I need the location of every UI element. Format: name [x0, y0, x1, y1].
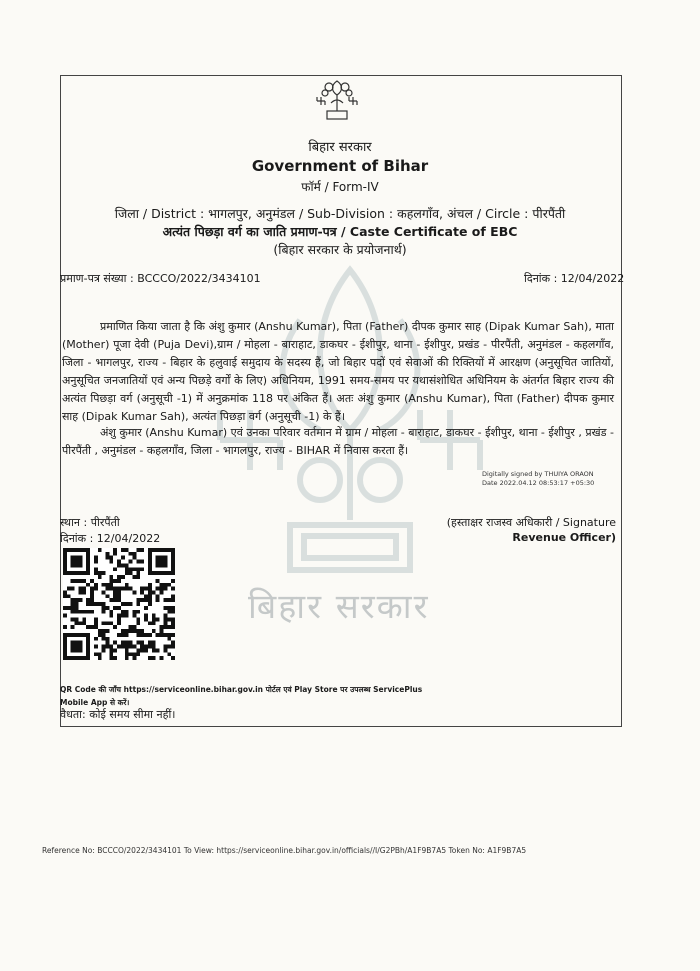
signature-label: (हस्ताक्षर राजस्व अधिकारी / Signature: [446, 516, 616, 529]
qr-code-icon[interactable]: [63, 548, 175, 660]
govt-title-english: Government of Bihar: [251, 157, 429, 175]
digital-signature-date: Date 2022.04.12 08:53:17 +05:30: [482, 479, 595, 487]
issue-place: स्थान : पीरपैंती: [60, 516, 120, 529]
form-number: फॉर्म / Form-IV: [301, 180, 379, 194]
residence-paragraph: अंशु कुमार (Anshu Kumar) एवं उनका परिवार वर्तमान में ग्राम / मोहला - बाराहाट, डाकघर - ईशीपुर, थाना - ईशीपुर , प्रखंड - पीरपैंती , अनुमंडल - कहलगाँव, जिला - भागलपुर, राज्य - BIHAR में निवास करता हैं।: [62, 426, 614, 457]
issue-date: दिनांक : 12/04/2022: [60, 532, 161, 545]
qr-verification-note: QR Code की जाँच https://serviceonline.bihar.gov.in पोर्टल एवं Play Store पर उपलब्ध ServicePlus Mobile App से करें।: [60, 685, 423, 707]
certification-paragraph: प्रमाणित किया जाता है कि अंशु कुमार (Anshu Kumar), पिता (Father) दीपक कुमार साह (Dipak Kumar Sah), माता (Mother) पूजा देवी (Puja Devi),ग्राम / मोहला - बाराहाट, डाकघर - ईशीपुर, थाना - ईशीपुर, प्रखंड - पीरपैंती, अनुमंडल - कहलगाँव, जिला - भागलपुर, राज्य - बिहार के हलुवाई समुदाय के सदस्य हैं, जो बिहार पदों एवं सेवाओं की रिक्तियों में आरक्षण (अनुसूचित जातियों, अनुसूचित जनजातियों एवं अन्य पिछड़े वर्गों के लिए) अधिनियम, 1991 समय-समय पर यथासंशोधित अधिनियम के अंतर्गत बिहार राज्य की अत्यंत पिछड़ा वर्ग (अनुसूची -1) में अनुक्रमांक 118 पर अंकित हैं। अतः अंशु कुमार (Anshu Kumar), पिता (Father) दीपक कुमार साह (Dipak Kumar Sah), अत्यंत पिछड़ा वर्ग (अनुसूची -1) के हैं।: [62, 320, 614, 423]
certificate-purpose: (बिहार सरकार के प्रयोजनार्थ): [273, 242, 407, 257]
digital-signature: [482, 470, 594, 488]
signature-designation: Revenue Officer): [512, 531, 616, 544]
validity-note: वैधता: कोई समय सीमा नहीं।: [60, 708, 176, 721]
digital-signature-signer: Digitally signed by THUIYA ORAON: [482, 470, 594, 478]
bihar-emblem-icon: [311, 77, 363, 123]
certificate-title: अत्यंत पिछड़ा वर्ग का जाति प्रमाण-पत्र / Caste Certificate of EBC: [162, 224, 518, 239]
govt-title-hindi: बिहार सरकार: [308, 140, 372, 155]
certificate-number: प्रमाण-पत्र संख्या : BCCCO/2022/3434101: [60, 272, 261, 285]
reference-line: Reference No: BCCCO/2022/3434101 To View: https://serviceonline.bihar.gov.in/officials//I/G2PBh/A1F9B7A5 Token No: A1F9B7A5: [42, 846, 527, 855]
certificate-date: दिनांक : 12/04/2022: [524, 272, 625, 285]
watermark-text: बिहार सरकार: [248, 587, 430, 627]
jurisdiction-line: जिला / District : भागलपुर, अनुमंडल / Sub-Division : कहलगाँव, अंचल / Circle : पीरपैंती: [114, 206, 566, 221]
